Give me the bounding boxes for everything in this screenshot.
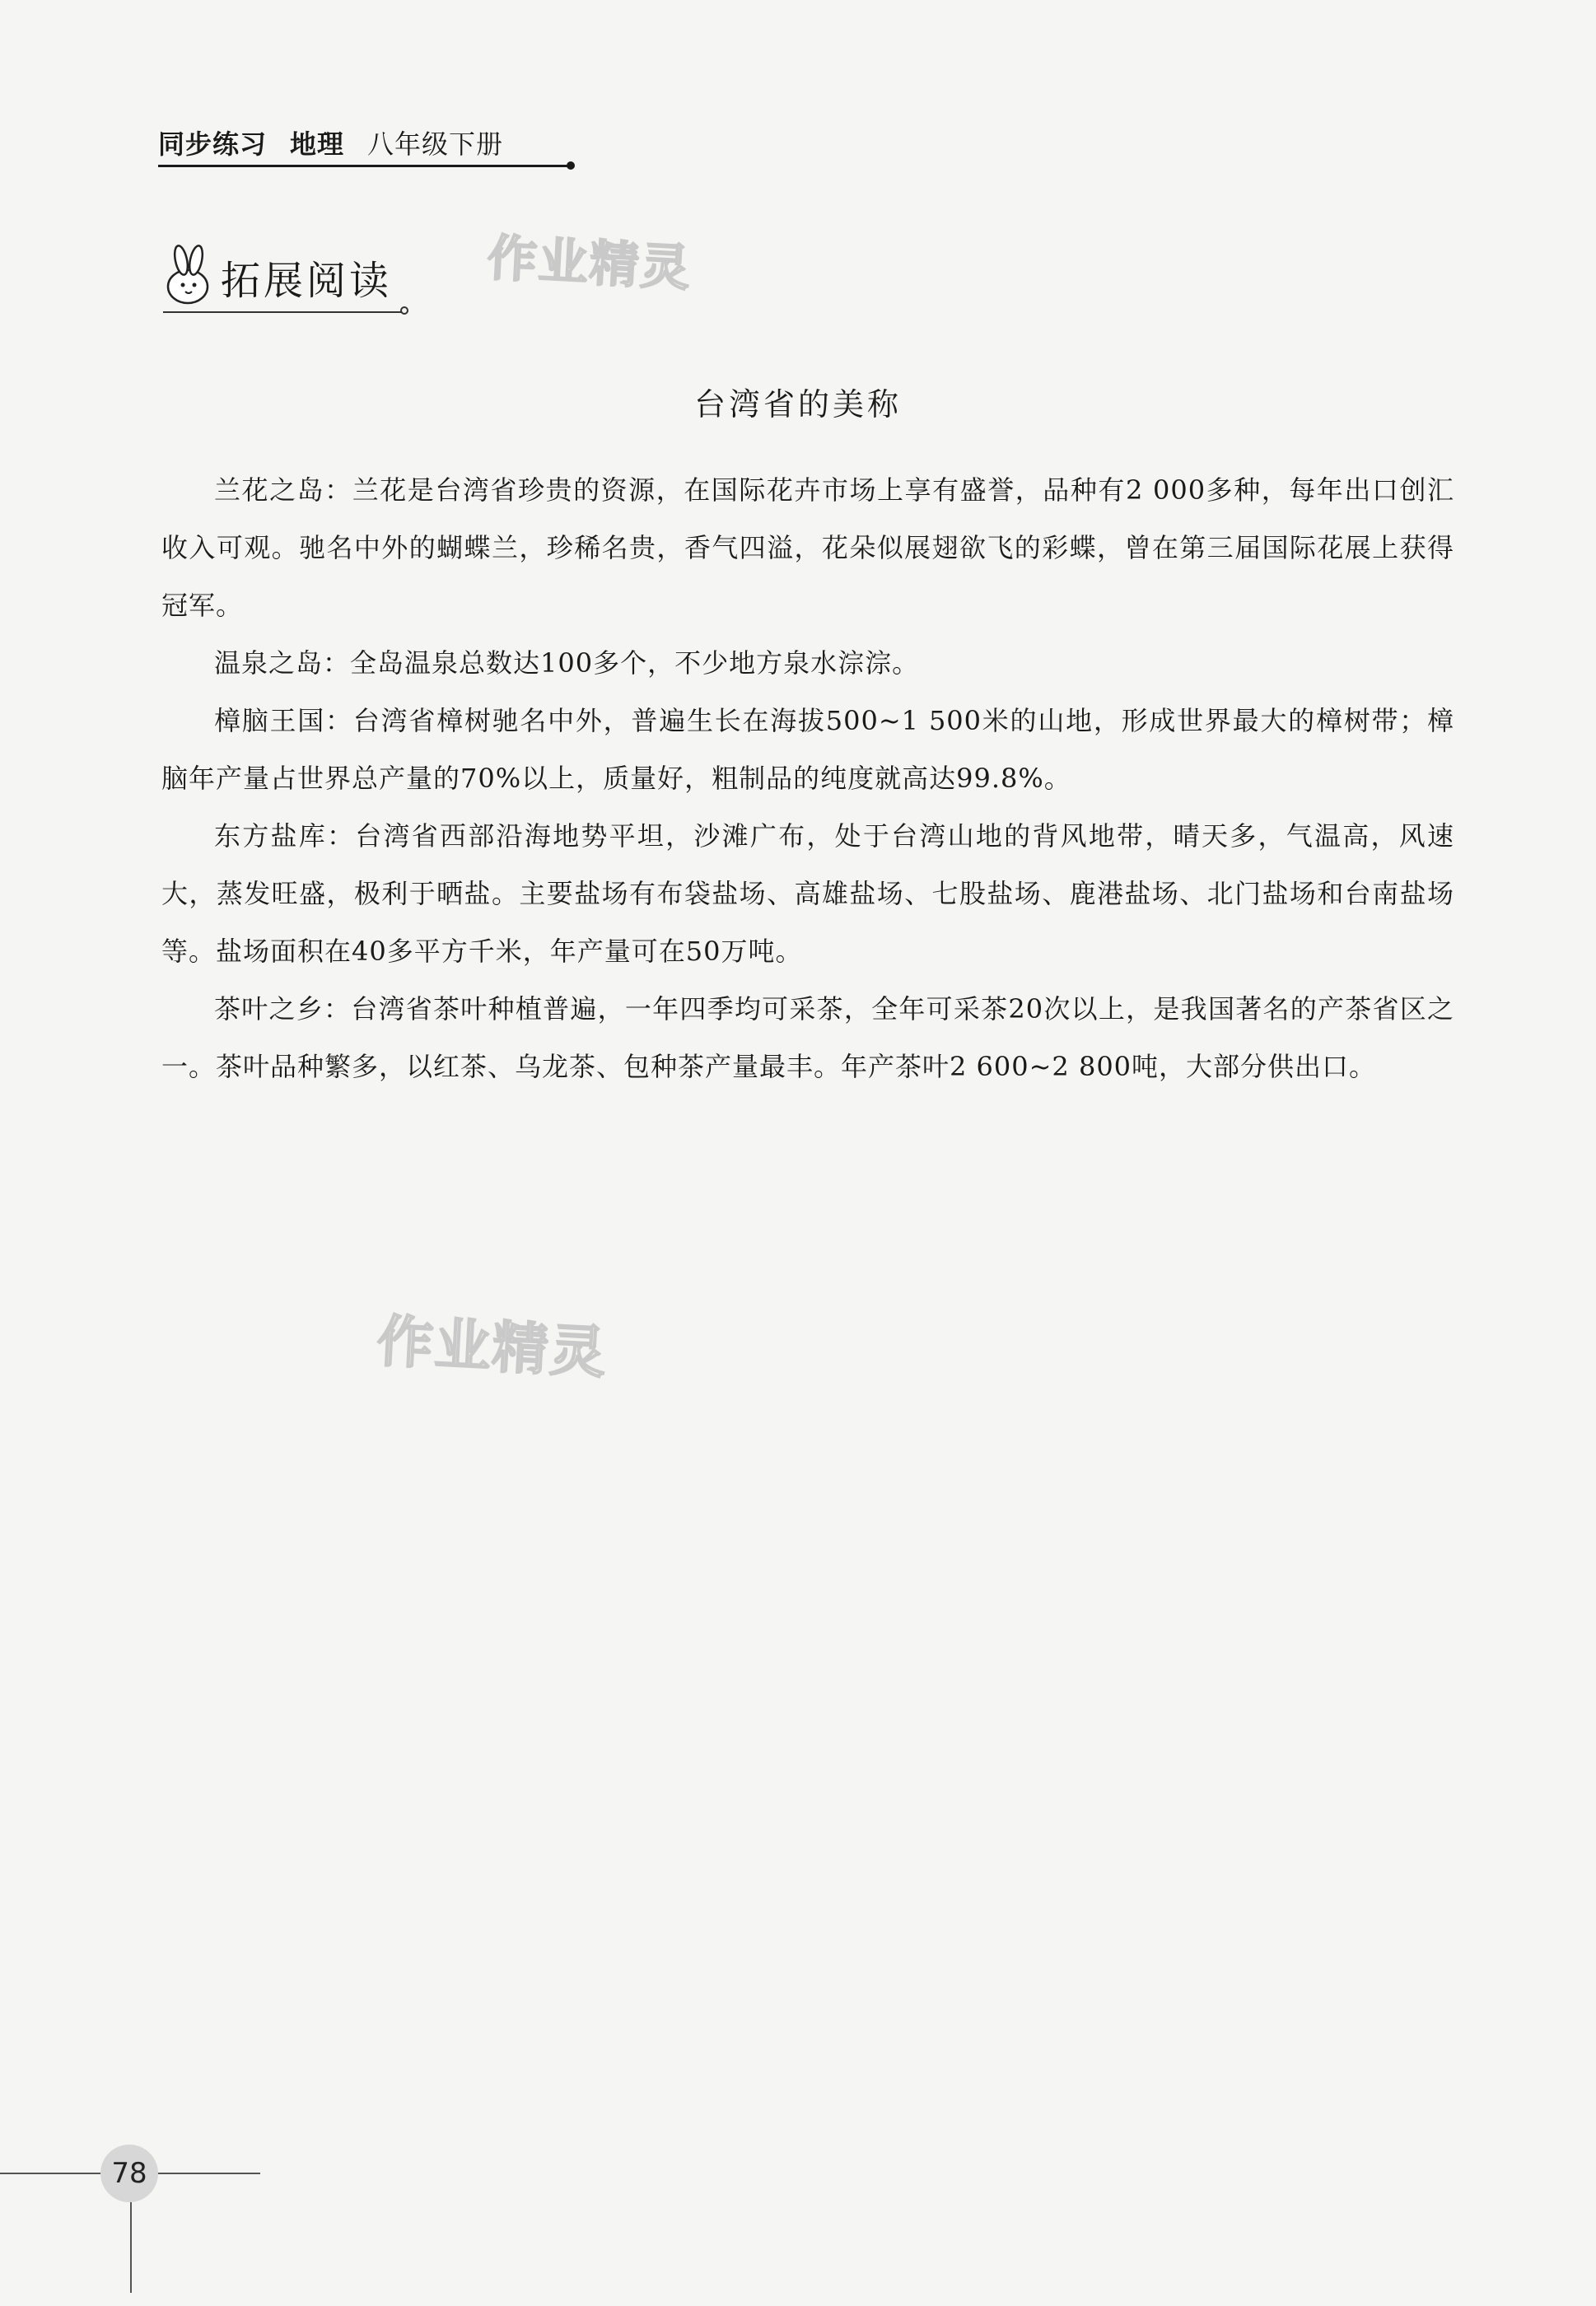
footer-vertical-line (130, 2202, 132, 2293)
paragraph-salt: 东方盐库：台湾省西部沿海地势平坦，沙滩广布，处于台湾山地的背风地带，晴天多，气温高，风速大，蒸发旺盛，极利于晒盐。主要盐场有布袋盐场、高雄盐场、七股盐场、鹿港盐场、北门盐场和台南盐场等。盐场面积在40多平方千米，年产量可在50万吨。 (161, 820, 1454, 967)
paragraph-camphor: 樟脑王国：台湾省樟树驰名中外，普遍生长在海拔500~1 500米的山地，形成世界最大的樟树带；樟脑年产量占世界总产量的70%以上，质量好，粗制品的纯度就高达99.8%。 (161, 705, 1454, 794)
paragraph-orchid: 兰花之岛：兰花是台湾省珍贵的资源，在国际花卉市场上享有盛誉，品种有2 000多种，每年出口创汇收入可观。驰名中外的蝴蝶兰，珍稀名贵，香气四溢，花朵似展翅欲飞的彩蝶，曾在第三届国际花展上获得冠军。 (161, 474, 1454, 621)
article-title: 台湾省的美称 (693, 386, 902, 422)
rabbit-icon (158, 244, 216, 310)
header-divider (158, 165, 568, 167)
section-label (158, 244, 392, 310)
section-divider-dot (400, 306, 408, 315)
header-series: 同步练习 (158, 128, 268, 160)
paragraph-tea: 茶叶之乡：台湾省茶叶种植普遍，一年四季均可采茶，全年可采茶20次以上，是我国著名的产茶省区之一。茶叶品种繁多，以红茶、乌龙茶、包种茶产量最丰。年产茶叶2 600~2 800吨，大部分供出口。 (161, 993, 1454, 1082)
watermark: 作业精灵 (486, 229, 693, 298)
section-divider (163, 311, 402, 313)
article-body (161, 461, 1454, 1095)
section-title: 拓展阅读 (221, 257, 393, 304)
header-subject: 地理 (290, 128, 345, 160)
watermark: 作业精灵 (375, 1309, 609, 1387)
header-divider-dot (567, 161, 575, 170)
page-header (158, 124, 503, 161)
page-number: 78 (100, 2145, 158, 2202)
paragraph-hot-spring: 温泉之岛：全岛温泉总数达100多个，不少地方泉水淙淙。 (214, 647, 920, 679)
header-grade: 八年级下册 (367, 128, 504, 160)
